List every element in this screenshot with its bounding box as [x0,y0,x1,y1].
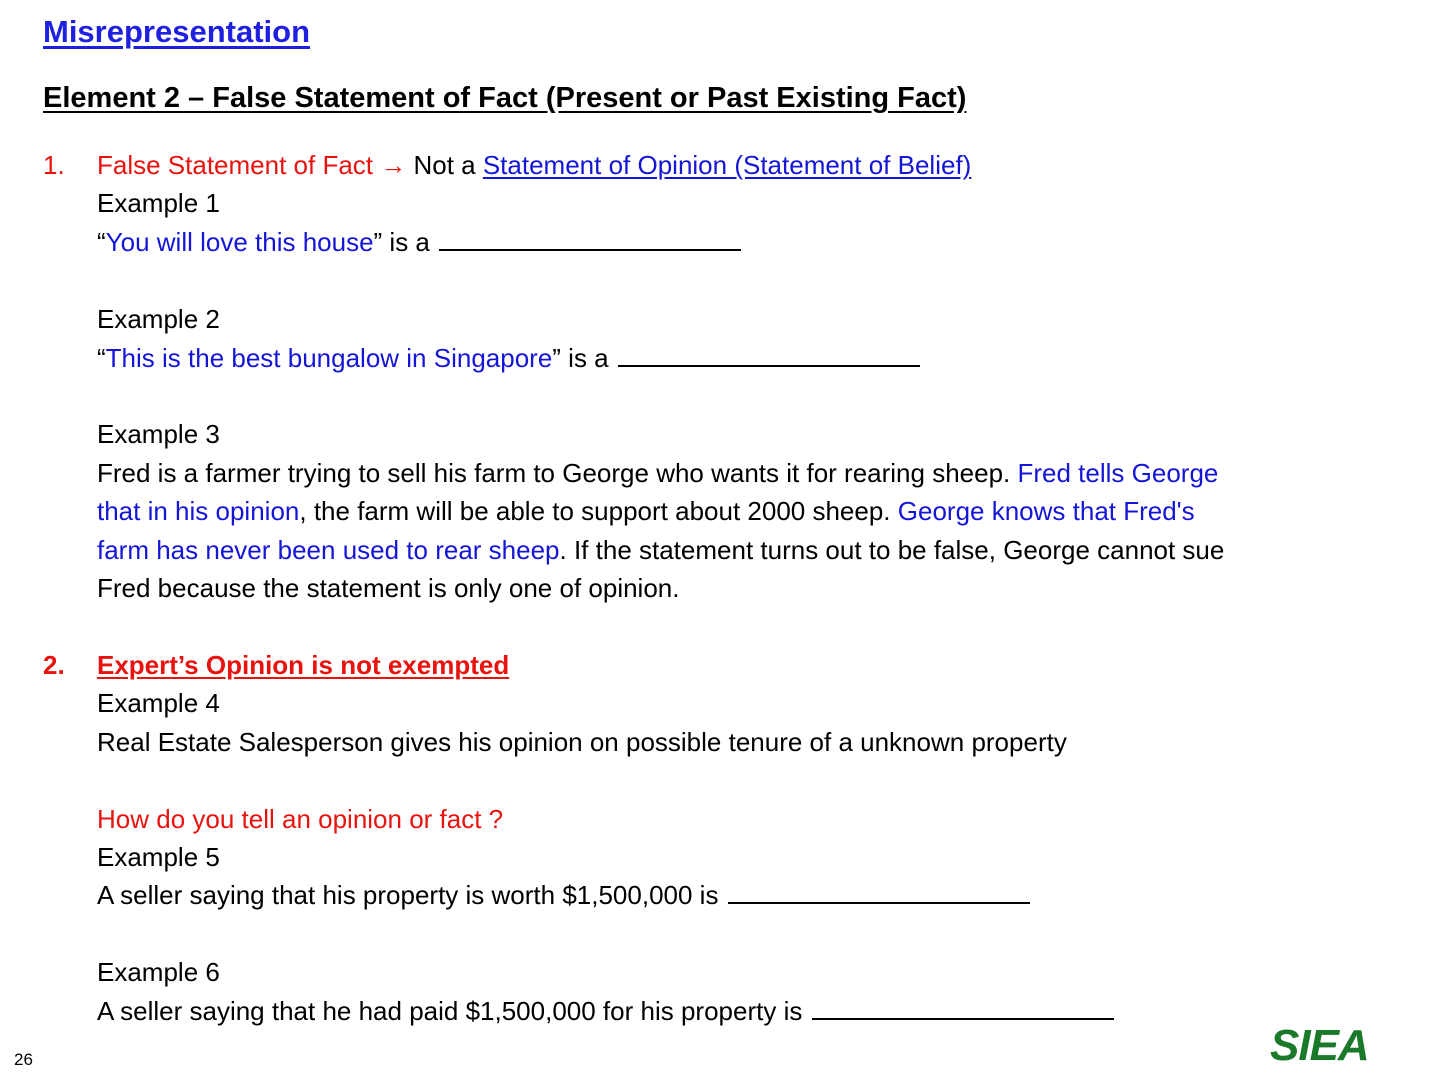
example-2-text [97,341,920,375]
question-text: How do you tell an opinion or fact ? [97,804,504,834]
item-1-middle: Not a [406,150,483,180]
example-3-label: Example 3 [97,419,220,449]
example-3-text: , the farm will be able to support about 2000 sheep. [299,496,898,526]
example-6-text [97,994,1114,1028]
siea-logo [1268,1022,1424,1068]
example-3-line-3 [97,533,1224,567]
example-1-text [97,225,741,259]
example-4-label: Example 4 [97,688,220,718]
item-2-label: Expert’s Opinion is not exempted [97,650,510,680]
answer-blank-2[interactable] [618,341,920,367]
example-1-label: Example 1 [97,188,220,218]
arrow-right-icon: → [380,150,407,180]
open-quote: “ [97,227,106,257]
example-4-text: Real Estate Salesperson gives his opinion on possible tenure of a unknown property [97,727,1067,757]
page-number: 26 [14,1050,33,1069]
example-3-highlight: farm has never been used to rear sheep [97,535,560,565]
example-5-sentence: A seller saying that his property is worth $1,500,000 is [97,880,726,910]
answer-blank-6[interactable] [812,994,1114,1020]
example-3-highlight: Fred tells George [1017,458,1219,488]
example-3-line-1 [97,456,1218,490]
example-3-line-2 [97,494,1195,528]
item-1-label: False Statement of Fact [97,150,374,180]
answer-blank-5[interactable] [728,878,1030,904]
example-2-label: Example 2 [97,304,220,334]
example-3-text: . If the statement turns out to be false, George cannot sue [559,535,1225,565]
item-1-number: 1. [43,150,65,180]
example-5-label: Example 5 [97,842,220,872]
logo-text: SIEA [1270,1022,1369,1068]
item-2-number: 2. [43,650,65,680]
statement-of-opinion-link[interactable]: Statement of Opinion (Statement of Belief) [482,150,972,180]
open-quote: “ [97,343,106,373]
example-3-highlight: George knows that Fred's [897,496,1195,526]
example-1-quote: You will love this house [105,227,374,257]
example-6-label: Example 6 [97,957,220,987]
item-1-line [97,148,971,182]
example-2-quote: This is the best bungalow in Singapore [105,343,553,373]
example-5-text [97,878,1030,912]
example-6-sentence: A seller saying that he had paid $1,500,000 for his property is [97,996,810,1026]
page-title: Misrepresentation [43,14,311,49]
example-3-line-4: Fred because the statement is only one of opinion. [97,573,680,603]
example-3-highlight: that in his opinion [97,496,300,526]
example-3-text: Fred is a farmer trying to sell his farm to George who wants it for rearing sheep. [97,458,1018,488]
example-2-close: ” is a [552,343,616,373]
section-heading: Element 2 – False Statement of Fact (Present or Past Existing Fact) [43,82,967,114]
example-1-close: ” is a [373,227,438,257]
answer-blank-1[interactable] [439,225,741,251]
